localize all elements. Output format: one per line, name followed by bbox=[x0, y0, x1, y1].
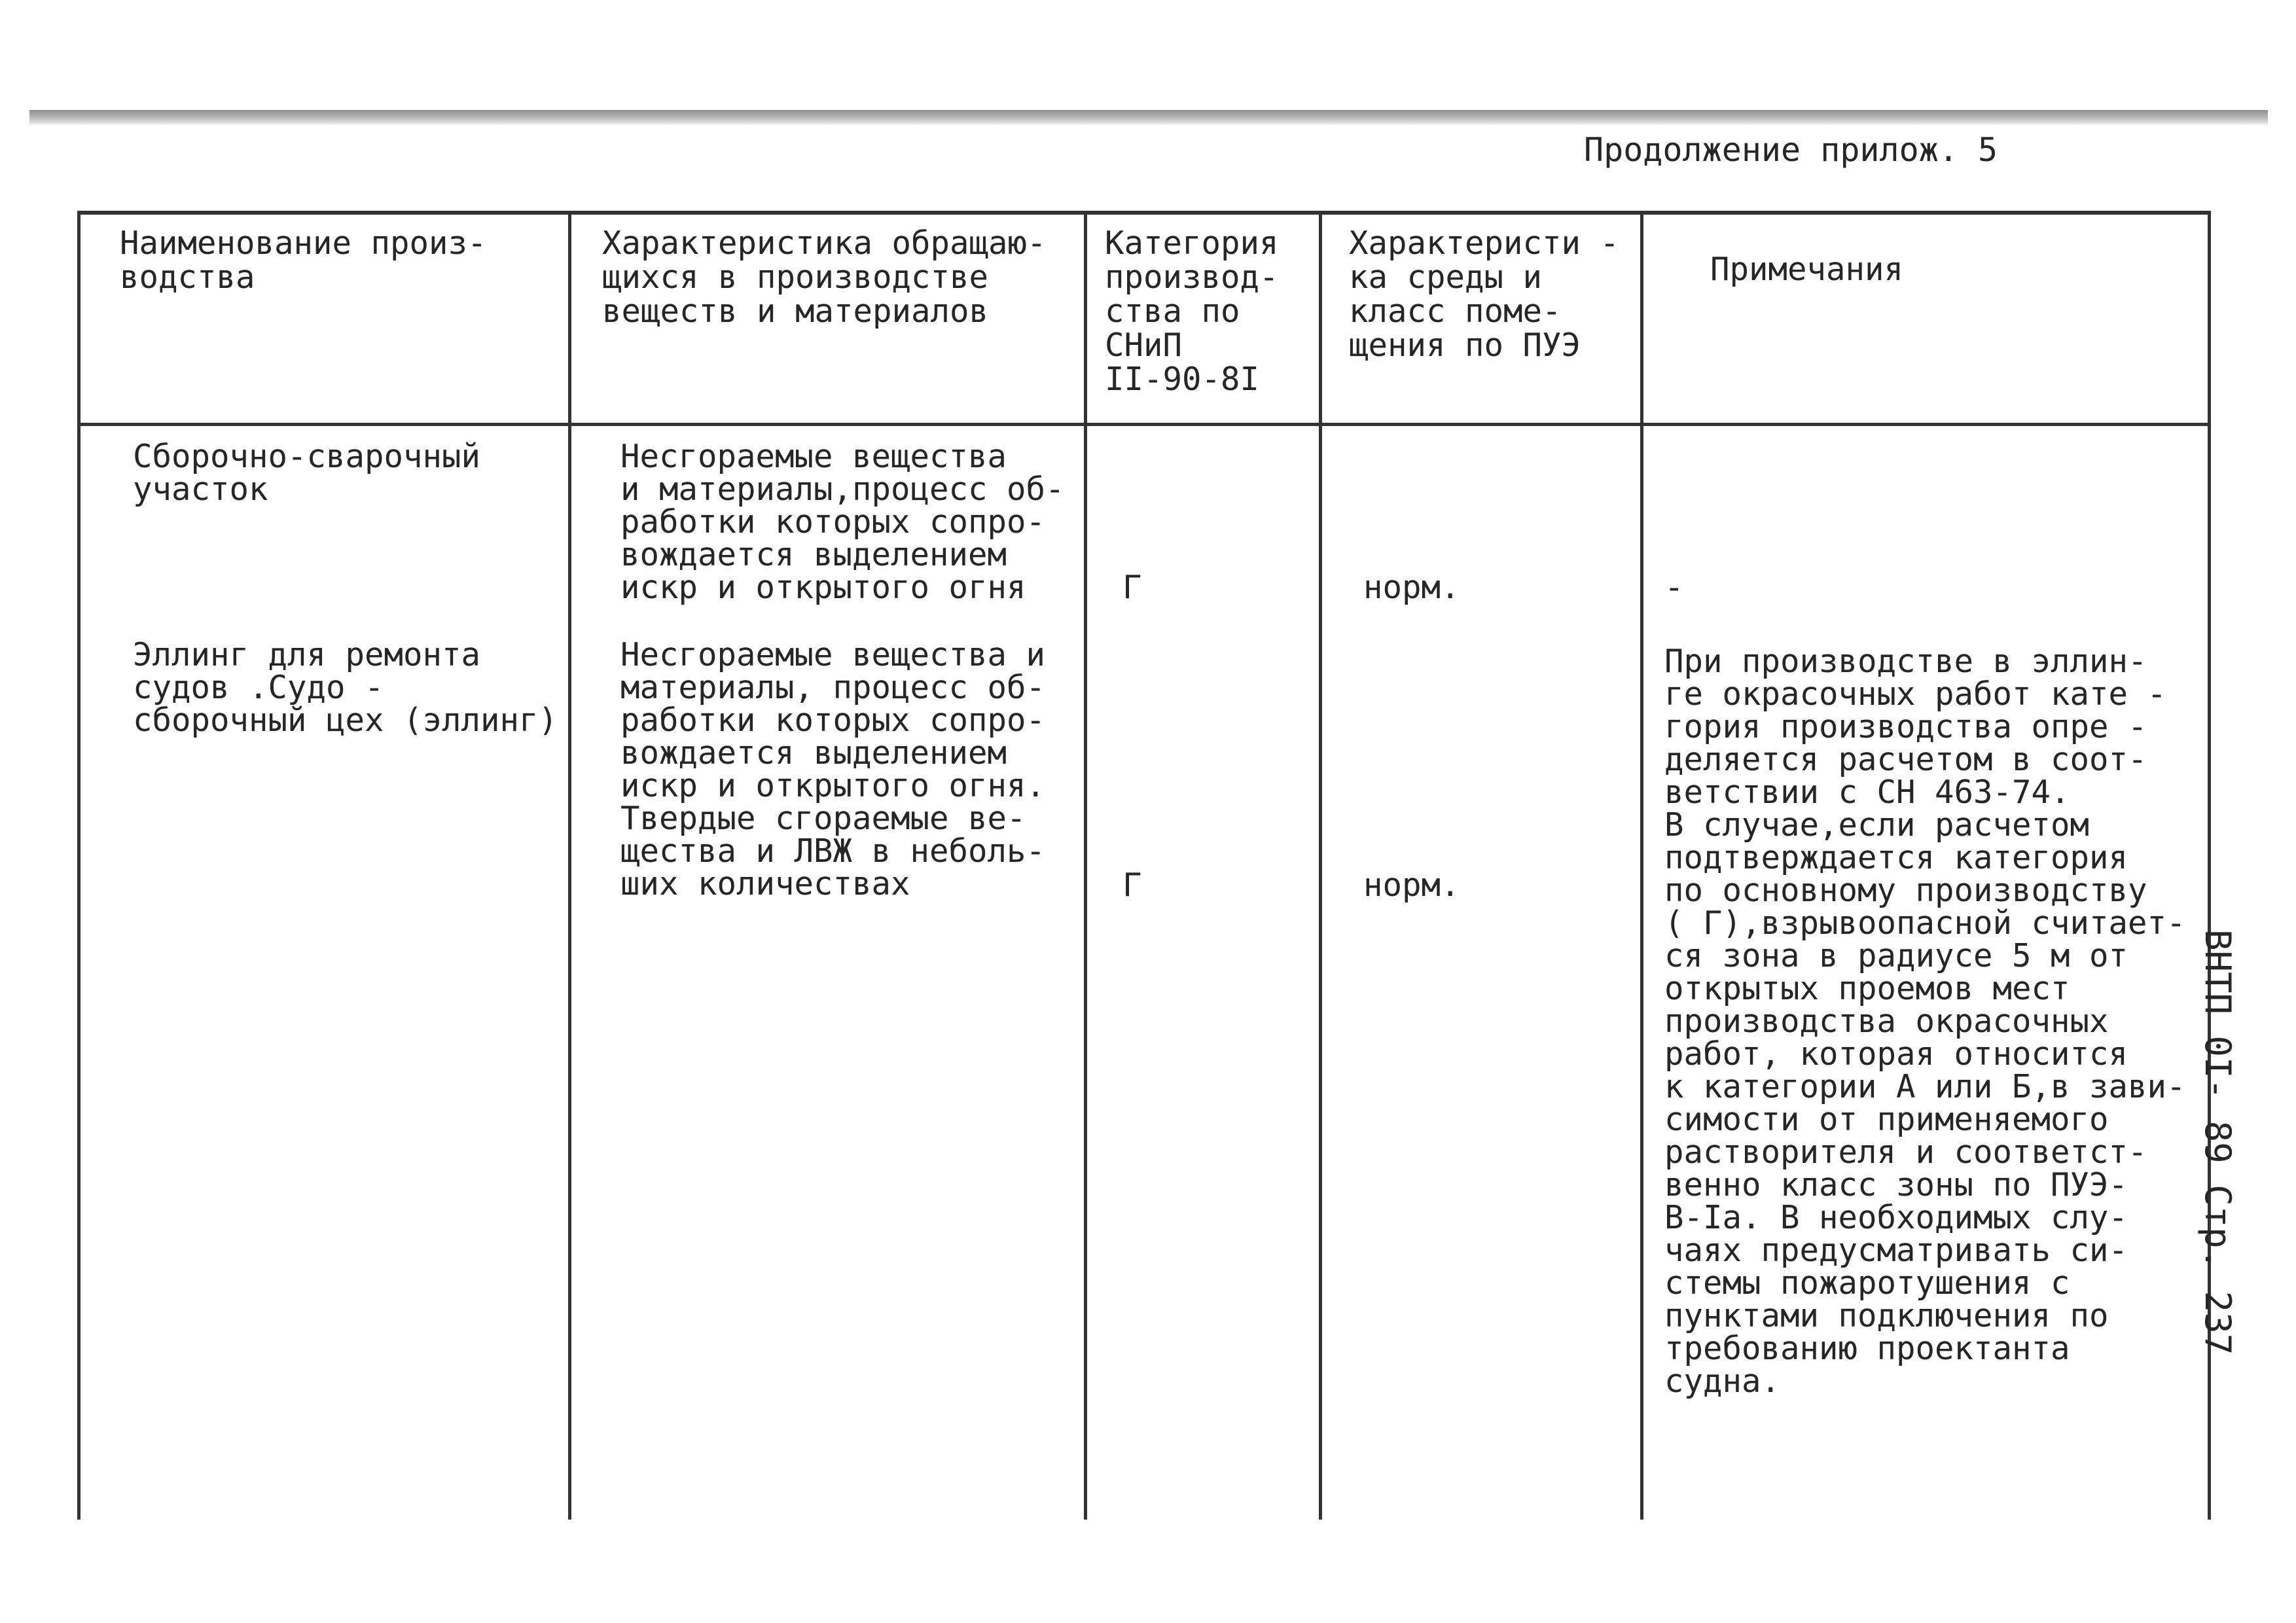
document-code-page-stamp: ВНТП 0I- 89 Стр. 237 bbox=[2197, 929, 2238, 1355]
row-2-notes: При производстве в эллин- ге окрасочных работ кате - гория производства опре - деляется расчетом в соот- ветствии с СН 463-74. В случае,если расчетом подтверждается категория по основному производству ( Г),взрывоопасной считает- ся зона в радиусе 5 м от открытых проемов мест производства окрасочных работ, которая относится к категории А или Б,в зави- симости от применяемого растворителя и соответст- венно класс зоны по ПУЭ- В-Iа. В необходимых слу- чаях предусматривать си- стемы пожаротушения с пунктами подключения по требованию проектанта судна. bbox=[1664, 643, 2186, 1400]
row-1-notes: - bbox=[1664, 569, 1684, 606]
row-2-category: Г bbox=[1122, 866, 1142, 904]
header-production-name: Наименование произ- водства bbox=[120, 224, 487, 296]
header-materials: Характеристика обращаю- щихся в производстве веществ и материалов bbox=[602, 224, 1047, 330]
row-2-environment: норм. bbox=[1363, 866, 1460, 904]
row-1-name: Сборочно-сварочный участок bbox=[133, 438, 481, 508]
row-2-materials: Несгораемые вещества и материалы, процесс об- работки которых сопро- вождается выделением искр и открытого огня. Твердые сгораемые ве- щества и ЛВЖ в неболь- ших количествах bbox=[620, 636, 1046, 902]
header-divider bbox=[81, 423, 2208, 426]
column-divider bbox=[1319, 215, 1322, 1520]
production-categories-table bbox=[77, 211, 2211, 1520]
header-environment: Характеристи - ка среды и класс поме- щения по ПУЭ bbox=[1349, 224, 1620, 364]
column-divider bbox=[1640, 215, 1643, 1520]
column-divider bbox=[568, 215, 571, 1520]
scan-edge bbox=[29, 110, 2268, 126]
row-1-environment: норм. bbox=[1363, 569, 1460, 606]
row-1-category: Г bbox=[1122, 569, 1142, 606]
header-category: Категория производ- ства по СНиП II-90-8I bbox=[1105, 224, 1279, 398]
row-2-name: Эллинг для ремонта судов .Судо - сборочный цех (эллинг) bbox=[133, 636, 558, 739]
column-divider bbox=[1084, 215, 1087, 1520]
header-notes: Примечания bbox=[1710, 251, 1904, 288]
appendix-continuation-note: Продолжение прилож. 5 bbox=[1584, 131, 1998, 169]
row-1-materials: Несгораемые вещества и материалы,процесс об- работки которых сопро- вождается выделением искр и открытого огня bbox=[620, 438, 1065, 606]
